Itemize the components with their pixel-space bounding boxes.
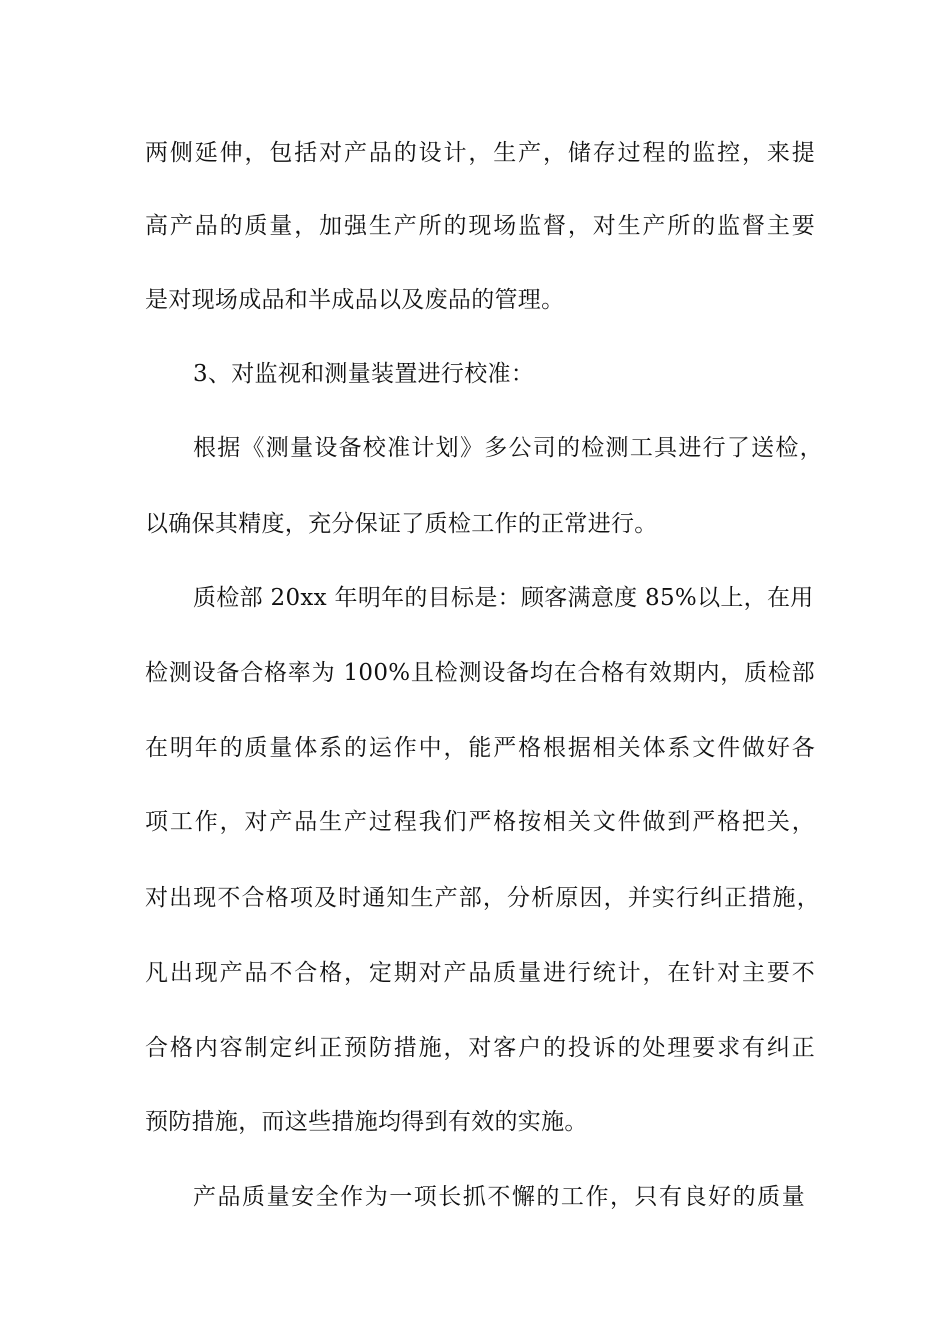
text-line-1: 两侧延伸，包括对产品的设计，生产，储存过程的监控，来提 [145,140,815,166]
text-line-7: 质检部 20xx 年明年的目标是：顾客满意度 85%以上，在用 [193,585,814,611]
section-heading: 3、对监视和测量装置进行校准： [193,361,535,387]
text-line-2: 高产品的质量，加强生产所的现场监督，对生产所的监督主要 [145,213,815,239]
text-line-5: 根据《测量设备校准计划》多公司的检测工具进行了送检， [193,435,823,461]
text-line-6: 以确保其精度，充分保证了质检工作的正常进行。 [145,511,658,537]
text-line-10: 项工作，对产品生产过程我们严格按相关文件做到严格把关， [145,809,815,835]
text-line-12: 凡出现产品不合格，定期对产品质量进行统计，在针对主要不 [145,960,815,986]
text-line-14: 预防措施，而这些措施均得到有效的实施。 [145,1109,588,1135]
text-line-8: 检测设备合格率为 100%且检测设备均在合格有效期内，质检部 [145,660,815,686]
text-line-3: 是对现场成品和半成品以及废品的管理。 [145,287,565,313]
text-line-13: 合格内容制定纠正预防措施，对客户的投诉的处理要求有纠正 [145,1035,815,1061]
text-line-15: 产品质量安全作为一项长抓不懈的工作，只有良好的质量 [193,1184,805,1210]
text-line-11: 对出现不合格项及时通知生产部，分析原因，并实行纠正措施， [145,885,820,911]
text-line-9: 在明年的质量体系的运作中，能严格根据相关体系文件做好各 [145,735,815,761]
